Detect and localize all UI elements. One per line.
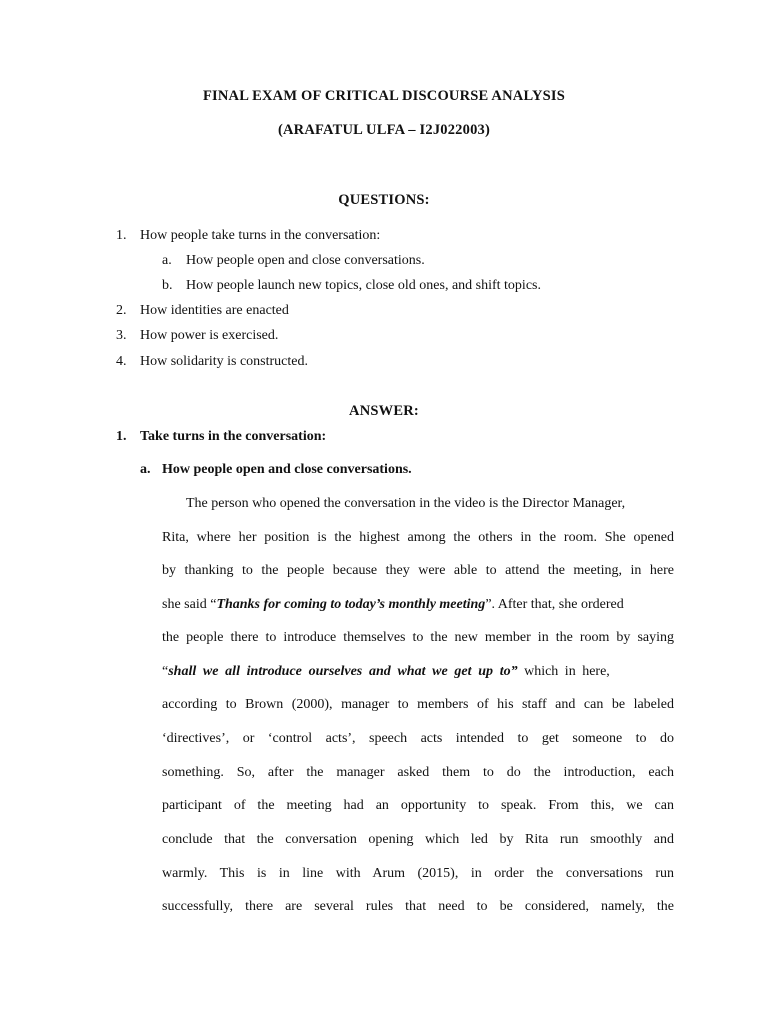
text-run: “ [162, 664, 169, 679]
quoted-text: Thanks for coming to today’s monthly meeting [216, 597, 486, 612]
section-heading: Take turns in the conversation: [140, 429, 327, 444]
paragraph-line: conclude that the conversation opening which led by Rita run smoothly and [162, 832, 674, 847]
paragraph-line: successfully, there are several rules that need to be considered, namely, the [162, 899, 674, 914]
text-run: which in here, [517, 664, 610, 679]
sub-question-letter: b. [162, 278, 173, 293]
paragraph-line: something. So, after the manager asked them to do the introduction, each [162, 765, 674, 780]
paragraph-line: The person who opened the conversation in the video is the Director Manager, [186, 496, 626, 511]
paragraph-line [162, 664, 674, 680]
subsection-heading: How people open and close conversations. [162, 462, 412, 477]
paragraph-line: by thanking to the people because they were able to attend the meeting, in here [162, 563, 674, 578]
text-run: she said “ [162, 597, 217, 612]
paragraph-line: according to Brown (2000), manager to members of his staff and can be labeled [162, 697, 674, 712]
paragraph-line: warmly. This is in line with Arum (2015), in order the conversations run [162, 866, 674, 881]
answer-heading: ANSWER: [349, 403, 419, 419]
paragraph-line [162, 597, 674, 613]
question-number: 2. [116, 303, 127, 318]
section-number: 1. [116, 429, 127, 444]
questions-heading: QUESTIONS: [338, 192, 430, 208]
paragraph-line: ‘directives’, or ‘control acts’, speech acts intended to get someone to do [162, 731, 674, 746]
paragraph-line: Rita, where her position is the highest among the others in the room. She opened [162, 530, 674, 545]
text-run: ”. After that, she ordered [485, 597, 624, 612]
quoted-text: shall we all introduce ourselves and what we get up to” [168, 664, 518, 679]
sub-question-letter: a. [162, 253, 172, 268]
sub-question-text: How people open and close conversations. [186, 253, 425, 268]
author-line: (ARAFATUL ULFA – I2J022003) [277, 122, 491, 138]
question-number: 4. [116, 354, 127, 369]
question-text: How people take turns in the conversation: [140, 228, 381, 243]
sub-question-text: How people launch new topics, close old ones, and shift topics. [186, 278, 541, 293]
paragraph-line: participant of the meeting had an opportunity to speak. From this, we can [162, 798, 674, 813]
question-text: How solidarity is constructed. [140, 354, 308, 369]
subsection-letter: a. [140, 462, 151, 477]
document-title: FINAL EXAM OF CRITICAL DISCOURSE ANALYSIS [202, 88, 566, 104]
question-number: 3. [116, 328, 127, 343]
question-text: How power is exercised. [140, 328, 279, 343]
question-text: How identities are enacted [140, 303, 289, 318]
question-number: 1. [116, 228, 127, 243]
paragraph-line: the people there to introduce themselves to the new member in the room by saying [162, 630, 674, 645]
